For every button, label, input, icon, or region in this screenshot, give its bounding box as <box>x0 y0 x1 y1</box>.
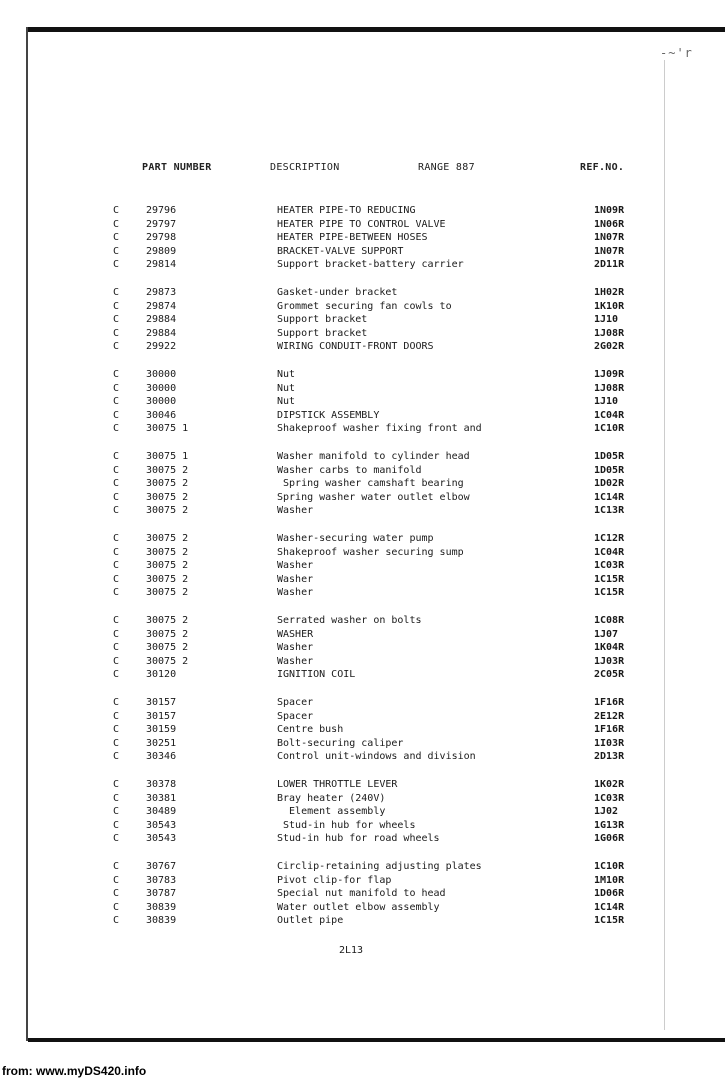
table-row <box>0 914 725 928</box>
catalogue-code: C <box>113 505 120 517</box>
reference-number: 1C14R <box>594 901 625 913</box>
reference-number: 1C03R <box>594 792 625 804</box>
reference-number: 1D05R <box>594 451 625 462</box>
table-row <box>0 887 725 901</box>
part-number: 30783 <box>146 874 177 886</box>
reference-number: 2G02R <box>594 341 625 353</box>
reference-number: 1N07R <box>594 245 625 257</box>
part-number: 30489 <box>146 806 177 818</box>
table-row <box>0 245 725 259</box>
table-row <box>0 368 725 382</box>
reference-number: 1M10R <box>594 874 625 886</box>
part-description: WASHER <box>277 628 314 640</box>
table-row <box>0 792 725 806</box>
part-description: Nut <box>277 396 296 408</box>
reference-number: 1C08R <box>594 615 625 626</box>
reference-number: 1K10R <box>594 300 625 312</box>
reference-number: 1C14R <box>594 491 625 503</box>
catalogue-code: C <box>113 861 120 872</box>
part-description: Circlip-retaining adjusting plates <box>277 861 482 872</box>
part-description: Control unit-windows and division <box>277 751 476 763</box>
table-row <box>0 628 725 642</box>
part-description: Spring washer camshaft bearing <box>277 478 464 490</box>
table-row <box>0 655 725 669</box>
part-description: IGNITION COIL <box>277 669 356 681</box>
header-part-number: PART NUMBER <box>142 162 212 173</box>
part-number: 30075 1 <box>146 451 189 462</box>
catalogue-code: C <box>113 423 120 435</box>
catalogue-code: C <box>113 806 120 818</box>
catalogue-code: C <box>113 409 120 421</box>
reference-number: 1C15R <box>594 915 625 927</box>
part-number: 30378 <box>146 779 177 790</box>
table-row <box>0 805 725 819</box>
table-row <box>0 286 725 300</box>
catalogue-code: C <box>113 915 120 927</box>
part-number: 29797 <box>146 218 177 230</box>
reference-number: 1J08R <box>594 327 625 339</box>
reference-number: 1D05R <box>594 464 625 476</box>
part-description: WIRING CONDUIT-FRONT DOORS <box>277 341 434 353</box>
table-row <box>0 491 725 505</box>
part-number: 30381 <box>146 792 177 804</box>
header-range: RANGE 887 <box>418 162 475 173</box>
part-description: DIPSTICK ASSEMBLY <box>277 409 380 421</box>
table-row <box>0 778 725 792</box>
part-description: Spacer <box>277 697 314 708</box>
part-number: 29873 <box>146 287 177 298</box>
part-description: Centre bush <box>277 724 344 736</box>
part-description: HEATER PIPE-TO REDUCING <box>277 205 416 216</box>
table-row <box>0 204 725 218</box>
table-row <box>0 532 725 546</box>
part-description: Element assembly <box>277 806 386 818</box>
table-row <box>0 395 725 409</box>
part-description: Outlet pipe <box>277 915 344 927</box>
catalogue-code: C <box>113 615 120 626</box>
table-row <box>0 668 725 682</box>
table-row <box>0 477 725 491</box>
part-number: 30075 2 <box>146 587 189 599</box>
table-row <box>0 327 725 341</box>
catalogue-code: C <box>113 546 120 558</box>
reference-number: 1C15R <box>594 573 625 585</box>
catalogue-code: C <box>113 724 120 736</box>
part-number: 29796 <box>146 205 177 216</box>
part-description: BRACKET-VALVE SUPPORT <box>277 245 404 257</box>
part-number: 30075 2 <box>146 533 189 544</box>
reference-number: 1C10R <box>594 861 625 872</box>
part-number: 30157 <box>146 697 177 708</box>
part-description: Nut <box>277 369 296 380</box>
catalogue-code: C <box>113 779 120 790</box>
catalogue-code: C <box>113 587 120 599</box>
part-number: 30075 1 <box>146 423 189 435</box>
part-number: 30251 <box>146 737 177 749</box>
part-number: 30075 2 <box>146 546 189 558</box>
part-description: Stud-in hub for wheels <box>277 819 416 831</box>
part-description: Support bracket <box>277 314 368 326</box>
part-description: Serrated washer on bolts <box>277 615 422 626</box>
part-number: 29884 <box>146 314 177 326</box>
scan-artifact-mark: -~'r <box>660 46 693 60</box>
catalogue-code: C <box>113 560 120 572</box>
part-description: Spring washer water outlet elbow <box>277 491 470 503</box>
table-row <box>0 340 725 354</box>
catalogue-code: C <box>113 300 120 312</box>
part-number: 30839 <box>146 915 177 927</box>
catalogue-code: C <box>113 697 120 708</box>
table-row <box>0 723 725 737</box>
catalogue-code: C <box>113 314 120 326</box>
part-number: 30346 <box>146 751 177 763</box>
part-number: 30046 <box>146 409 177 421</box>
part-number: 30075 2 <box>146 560 189 572</box>
part-number: 30075 2 <box>146 655 189 667</box>
page-number: 2L13 <box>339 945 364 956</box>
table-row <box>0 464 725 478</box>
catalogue-code: C <box>113 245 120 257</box>
reference-number: 1D06R <box>594 888 625 900</box>
reference-number: 1I03R <box>594 737 625 749</box>
part-number: 30543 <box>146 819 177 831</box>
table-row <box>0 546 725 560</box>
part-number: 29874 <box>146 300 177 312</box>
table-row <box>0 382 725 396</box>
part-description: Washer manifold to cylinder head <box>277 451 470 462</box>
reference-number: 1J07 <box>594 628 619 640</box>
catalogue-code: C <box>113 819 120 831</box>
catalogue-code: C <box>113 669 120 681</box>
catalogue-code: C <box>113 573 120 585</box>
part-number: 30075 2 <box>146 505 189 517</box>
table-row <box>0 874 725 888</box>
table-row <box>0 559 725 573</box>
part-number: 30157 <box>146 710 177 722</box>
catalogue-code: C <box>113 888 120 900</box>
table-row <box>0 819 725 833</box>
part-number: 30543 <box>146 833 177 845</box>
catalogue-code: C <box>113 218 120 230</box>
catalogue-code: C <box>113 737 120 749</box>
reference-number: 1J08R <box>594 382 625 394</box>
part-number: 30075 2 <box>146 573 189 585</box>
table-row <box>0 573 725 587</box>
part-description: Pivot clip-for flap <box>277 874 392 886</box>
table-row <box>0 832 725 846</box>
reference-number: 2D11R <box>594 259 625 271</box>
part-description: Water outlet elbow assembly <box>277 901 440 913</box>
catalogue-code: C <box>113 792 120 804</box>
table-row <box>0 737 725 751</box>
catalogue-code: C <box>113 464 120 476</box>
catalogue-code: C <box>113 642 120 654</box>
part-number: 29922 <box>146 341 177 353</box>
table-row <box>0 258 725 272</box>
part-description: Washer <box>277 587 314 599</box>
reference-number: 1D02R <box>594 478 625 490</box>
part-description: Washer <box>277 642 314 654</box>
part-description: LOWER THROTTLE LEVER <box>277 779 398 790</box>
table-row <box>0 300 725 314</box>
header-ref-no: REF.NO. <box>580 162 625 173</box>
reference-number: 1G06R <box>594 833 625 845</box>
table-row <box>0 313 725 327</box>
reference-number: 1K02R <box>594 779 625 790</box>
reference-number: 1N07R <box>594 232 625 244</box>
part-description: Special nut manifold to head <box>277 888 446 900</box>
catalogue-code: C <box>113 396 120 408</box>
part-number: 30120 <box>146 669 177 681</box>
part-number: 30075 2 <box>146 642 189 654</box>
reference-number: 1J02 <box>594 806 619 818</box>
reference-number: 1C04R <box>594 546 625 558</box>
table-row <box>0 901 725 915</box>
table-row <box>0 231 725 245</box>
catalogue-code: C <box>113 874 120 886</box>
catalogue-code: C <box>113 327 120 339</box>
reference-number: 1N06R <box>594 218 625 230</box>
reference-number: 1J03R <box>594 655 625 667</box>
part-number: 29814 <box>146 259 177 271</box>
part-description: Stud-in hub for road wheels <box>277 833 440 845</box>
part-number: 30839 <box>146 901 177 913</box>
table-row <box>0 750 725 764</box>
reference-number: 1J10 <box>594 314 619 326</box>
table-row <box>0 450 725 464</box>
reference-number: 1G13R <box>594 819 625 831</box>
reference-number: 1C10R <box>594 423 625 435</box>
catalogue-code: C <box>113 710 120 722</box>
part-number: 29798 <box>146 232 177 244</box>
reference-number: 1F16R <box>594 697 625 708</box>
part-description: HEATER PIPE TO CONTROL VALVE <box>277 218 446 230</box>
catalogue-code: C <box>113 205 120 216</box>
source-credit: from: www.myDS420.info <box>2 1064 147 1078</box>
table-row <box>0 409 725 423</box>
table-row <box>0 586 725 600</box>
part-description: Spacer <box>277 710 314 722</box>
catalogue-code: C <box>113 833 120 845</box>
table-row <box>0 641 725 655</box>
catalogue-code: C <box>113 341 120 353</box>
part-description: Gasket-under bracket <box>277 287 398 298</box>
table-row <box>0 710 725 724</box>
part-number: 30767 <box>146 861 177 872</box>
header-description: DESCRIPTION <box>270 162 340 173</box>
reference-number: 1C03R <box>594 560 625 572</box>
part-description: HEATER PIPE-BETWEEN HOSES <box>277 232 428 244</box>
table-row <box>0 696 725 710</box>
catalogue-code: C <box>113 751 120 763</box>
part-number: 30000 <box>146 382 177 394</box>
catalogue-code: C <box>113 628 120 640</box>
reference-number: 1C15R <box>594 587 625 599</box>
part-description: Washer-securing water pump <box>277 533 434 544</box>
reference-number: 1C04R <box>594 409 625 421</box>
part-description: Washer <box>277 655 314 667</box>
part-number: 30075 2 <box>146 464 189 476</box>
catalogue-code: C <box>113 655 120 667</box>
table-row <box>0 860 725 874</box>
part-description: Grommet securing fan cowls to <box>277 300 452 312</box>
part-number: 30159 <box>146 724 177 736</box>
reference-number: 2D13R <box>594 751 625 763</box>
reference-number: 1C12R <box>594 533 625 544</box>
part-description: Washer carbs to manifold <box>277 464 422 476</box>
catalogue-code: C <box>113 232 120 244</box>
part-description: Support bracket <box>277 327 368 339</box>
reference-number: 2E12R <box>594 710 625 722</box>
part-number: 29884 <box>146 327 177 339</box>
part-description: Shakeproof washer fixing front and <box>277 423 482 435</box>
catalogue-code: C <box>113 901 120 913</box>
part-number: 30075 2 <box>146 628 189 640</box>
part-number: 30075 2 <box>146 478 189 490</box>
part-description: Bolt-securing caliper <box>277 737 404 749</box>
reference-number: 1J10 <box>594 396 619 408</box>
catalogue-code: C <box>113 533 120 544</box>
catalogue-code: C <box>113 287 120 298</box>
catalogue-code: C <box>113 451 120 462</box>
catalogue-code: C <box>113 478 120 490</box>
reference-number: 2C05R <box>594 669 625 681</box>
part-number: 30000 <box>146 396 177 408</box>
part-number: 30075 2 <box>146 491 189 503</box>
part-number: 30075 2 <box>146 615 189 626</box>
reference-number: 1F16R <box>594 724 625 736</box>
table-row <box>0 218 725 232</box>
reference-number: 1K04R <box>594 642 625 654</box>
table-row <box>0 422 725 436</box>
reference-number: 1H02R <box>594 287 625 298</box>
reference-number: 1J09R <box>594 369 625 380</box>
part-number: 29809 <box>146 245 177 257</box>
table-row <box>0 504 725 518</box>
part-description: Shakeproof washer securing sump <box>277 546 464 558</box>
table-row <box>0 614 725 628</box>
part-description: Washer <box>277 505 314 517</box>
part-description: Bray heater (240V) <box>277 792 386 804</box>
part-description: Nut <box>277 382 296 394</box>
catalogue-code: C <box>113 259 120 271</box>
catalogue-code: C <box>113 382 120 394</box>
reference-number: 1C13R <box>594 505 625 517</box>
reference-number: 1N09R <box>594 205 625 216</box>
part-number: 30787 <box>146 888 177 900</box>
part-description: Washer <box>277 573 314 585</box>
catalogue-code: C <box>113 369 120 380</box>
part-description: Support bracket-battery carrier <box>277 259 464 271</box>
part-number: 30000 <box>146 369 177 380</box>
catalogue-code: C <box>113 491 120 503</box>
part-description: Washer <box>277 560 314 572</box>
